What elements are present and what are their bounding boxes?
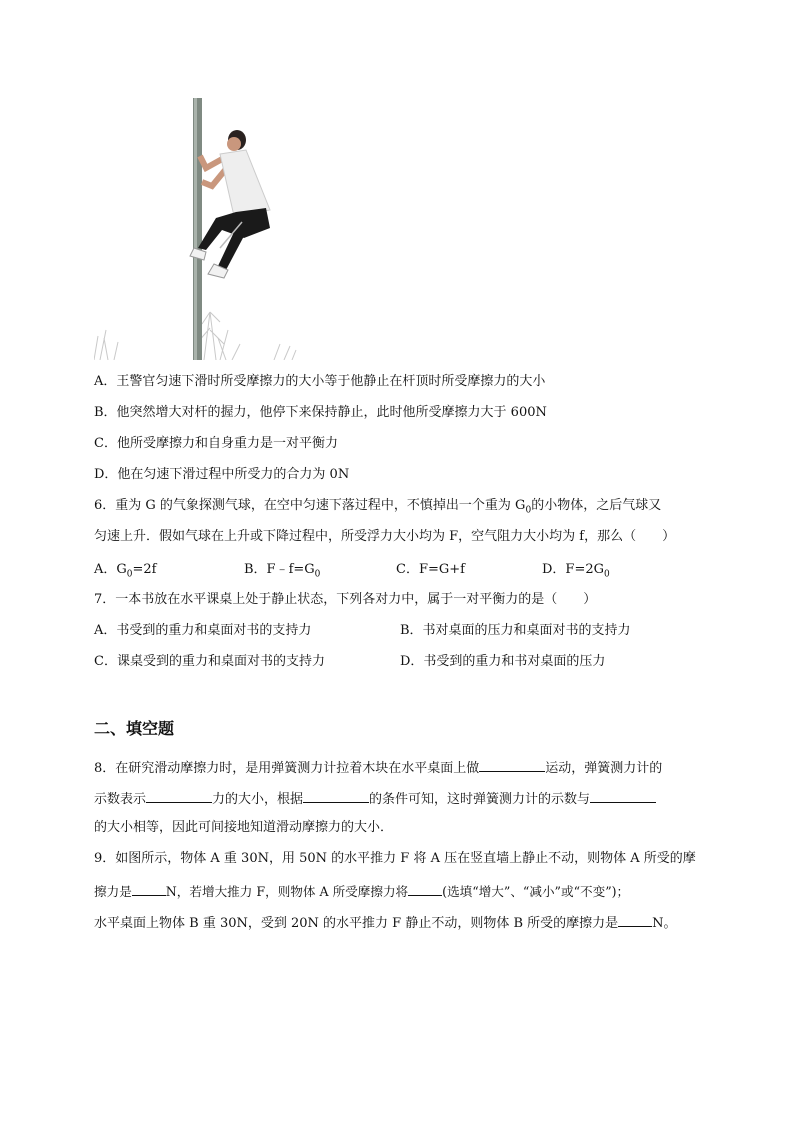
q8-blank-2[interactable] bbox=[146, 788, 212, 803]
pole-climber-photo bbox=[94, 98, 300, 360]
q5-option-a: A．王警官匀速下滑时所受摩擦力的大小等于他静止在杆顶时所受摩擦力的大小 bbox=[94, 374, 546, 389]
q7-option-a: A．书受到的重力和桌面对书的支持力 bbox=[94, 623, 312, 638]
q6-stem-line2: 匀速上升．假如气球在上升或下降过程中，所受浮力大小均为 F，空气阻力大小均为 f，那么（ ） bbox=[94, 529, 676, 544]
q7-option-b: B．书对桌面的压力和桌面对书的支持力 bbox=[400, 623, 631, 638]
q9-blank-1[interactable] bbox=[132, 881, 166, 896]
q6-option-d: D．$F=2G_0$ bbox=[542, 562, 610, 580]
q8-line2: 示数表示 力的大小，根据 的条件可知，这时弹簧测力计的示数与 bbox=[94, 788, 656, 809]
q8-line1: 8．在研究滑动摩擦力时，是用弹簧测力计拉着木块在水平桌面上做 运动，弹簧测力计的 bbox=[94, 757, 662, 778]
q6-option-c: C．F=G+f bbox=[396, 562, 465, 577]
q5-option-b: B．他突然增大对杆的握力，他停下来保持静止，此时他所受摩擦力大于 600N bbox=[94, 405, 547, 420]
q6-option-b: B．$F﹣f=G_0$ bbox=[244, 562, 321, 580]
q5-option-c: C．他所受摩擦力和自身重力是一对平衡力 bbox=[94, 436, 338, 451]
q9-line3: 水平桌面上物体 B 重 30N，受到 20N 的水平推力 F 静止不动，则物体 B 所受的摩擦力是 N。 bbox=[94, 912, 677, 933]
q7-stem: 7．一本书放在水平课桌上处于静止状态，下列各对力中，属于一对平衡力的是（ ） bbox=[94, 592, 597, 607]
q5-option-d: D．他在匀速下滑过程中所受力的合力为 0N bbox=[94, 467, 350, 482]
q8-blank-3[interactable] bbox=[303, 788, 369, 803]
q9-line1: 9．如图所示，物体 A 重 30N，用 50N 的水平推力 F 将 A 压在竖直墙上静止不动，则物体 A 所受的摩 bbox=[94, 851, 696, 866]
q8-line3: 的大小相等，因此可间接地知道滑动摩擦力的大小． bbox=[94, 820, 394, 835]
q9-line2: 擦力是 N，若增大推力 F，则物体 A 所受摩擦力将 (选填“增大”、“减小”或“不变”)； bbox=[94, 881, 629, 901]
q6-option-a: A．$G_0=2f$ bbox=[94, 562, 157, 580]
q9-blank-3[interactable] bbox=[618, 912, 652, 927]
q8-blank-1[interactable] bbox=[479, 757, 545, 772]
q6-stem-line1: 6．重为 G 的气象探测气球，在空中匀速下落过程中，不慎掉出一个重为 $G_0$的小物体，之后气球又 bbox=[94, 498, 662, 516]
section-heading-fill-in: 二、填空题 bbox=[94, 719, 175, 738]
q9-blank-2[interactable] bbox=[408, 881, 442, 896]
q7-option-c: C．课桌受到的重力和桌面对书的支持力 bbox=[94, 654, 325, 669]
q8-blank-4[interactable] bbox=[590, 788, 656, 803]
q7-option-d: D．书受到的重力和书对桌面的压力 bbox=[400, 654, 606, 669]
